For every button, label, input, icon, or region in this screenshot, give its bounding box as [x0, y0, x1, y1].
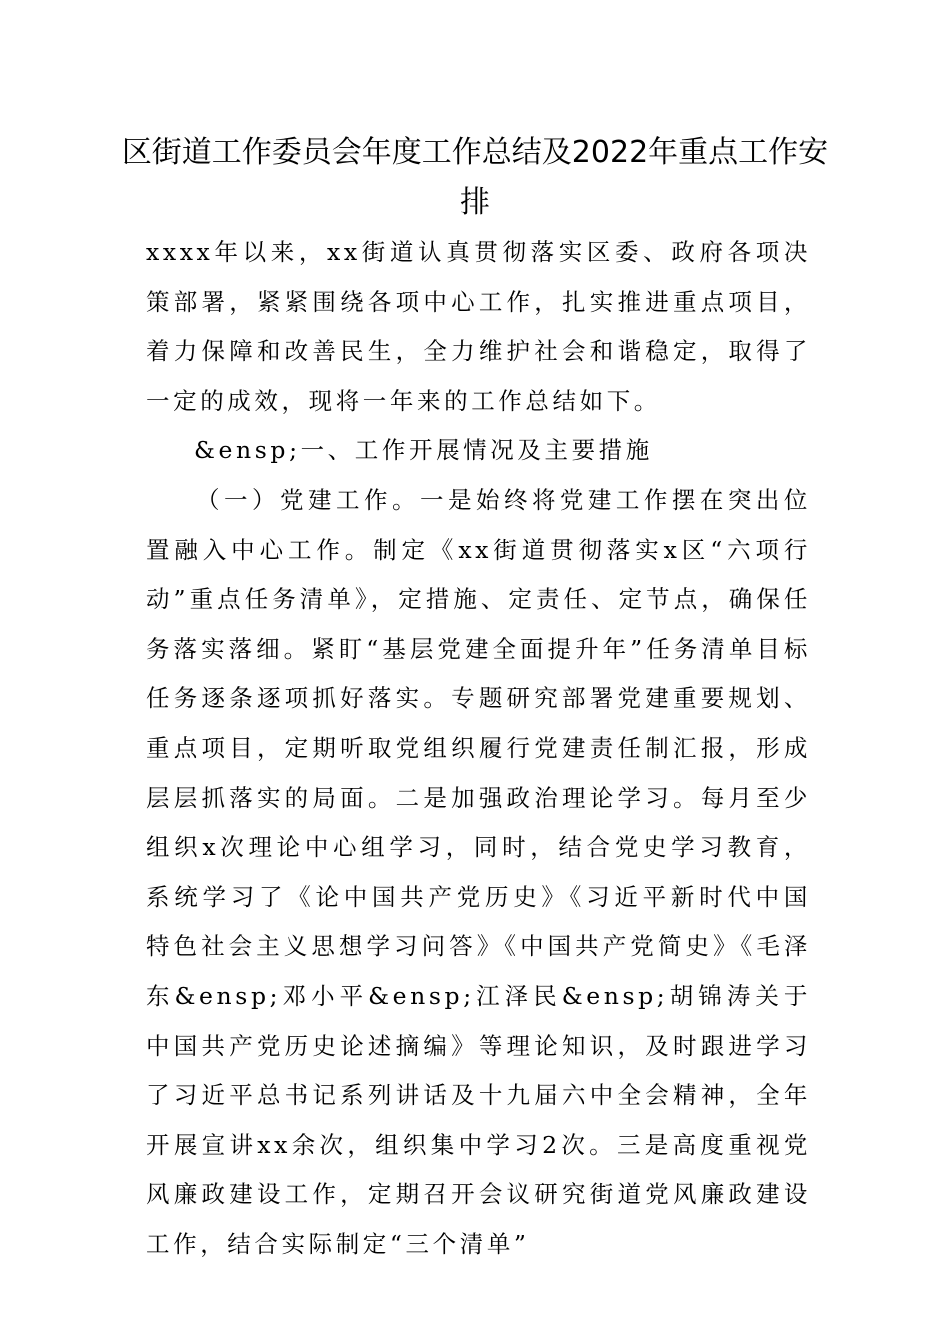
document-body [146, 228, 811, 1269]
document-title: 区街道工作委员会年度工作总结及2022年重点工作安排 [121, 135, 829, 220]
intro-paragraph: xxxx年以来，xx街道认真贯彻落实区委、政府各项决策部署，紧紧围绕各项中心工作，扎实推进重点项目，着力保障和改善民生，全力维护社会和谐稳定，取得了一定的成效，现将一年来的工作总结如下。 [146, 238, 811, 415]
body-paragraph: （一）党建工作。一是始终将党建工作摆在突出位置融入中心工作。制定《xx街道贯彻落实x区“六项行动”重点任务清单》，定措施、定责任、定节点，确保任务落实落细。紧盯“基层党建全面提升年”任务清单目标任务逐条逐项抓好落实。专题研究部署党建重要规划、重点项目，定期听取党组织履行党建责任制汇报，形成层层抓落实的局面。二是加强政治理论学习。每月至少组织x次理论中心组学习，同时，结合党史学习教育，系统学习了《论中国共产党历史》《习近平新时代中国特色社会主义思想学习问答》《中国共产党简史》《毛泽东&ensp;邓小平&ensp;江泽民&ensp;胡锦涛关于中国共产党历史论述摘编》等理论知识，及时跟进学习了习近平总书记系列讲话及十九届六中全会精神，全年开展宣讲xx余次，组织集中学习2次。三是高度重视党风廉政建设工作，定期召开会议研究街道党风廉政建设工作，结合实际制定“三个清单” [146, 485, 811, 1258]
section-heading: &ensp;一、工作开展情况及主要措施 [194, 436, 653, 465]
